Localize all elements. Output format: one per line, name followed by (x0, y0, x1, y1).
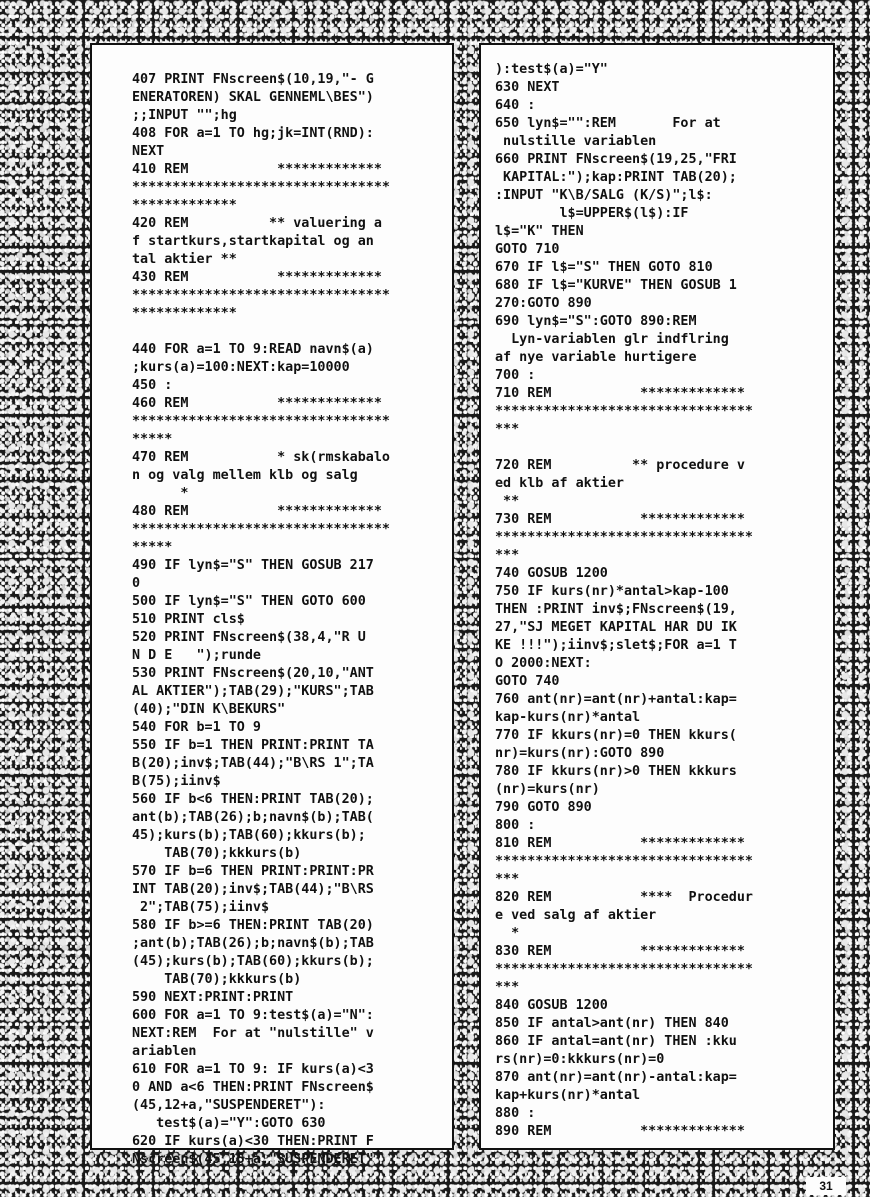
code-column-left (92, 45, 452, 1167)
basic-listing-right: ):test$(a)="Y" 630 NEXT 640 : 650 lyn$="":REM For at nulstille variablen 660 PRINT FNscreen$(19,25,"FRI KAPITAL:");kap:PRINT TAB(20); :INPUT "K\B/SALG (K/S)";l$: l$=UPPER$(l$):IF l$="K" THEN GOTO 710 670 IF l$="S" THEN GOTO 810 680 IF l$="KURVE" THEN GOSUB 1 270:GOTO 890 690 lyn$="S":GOTO 890:REM Lyn-variablen glr indflring af nye variable hurtigere 700 : 710 REM ************* ******************************** *** 720 REM ** procedure v ed klb af aktier ** 730 REM ************* ******************************** *** 740 GOSUB 1200 750 IF kurs(nr)*antal>kap-100 THEN :PRINT inv$;FNscreen$(19, 27,"SJ MEGET KAPITAL HAR DU IK KE !!!");iinv$;slet$;FOR a=1 T O 2000:NEXT: GOTO 740 760 ant(nr)=ant(nr)+antal:kap= kap-kurs(nr)*antal 770 IF kkurs(nr)=0 THEN kkurs( nr)=kurs(nr):GOTO 890 780 IF kkurs(nr)>0 THEN kkkurs (nr)=kurs(nr) 790 GOTO 890 800 : 810 REM ************* ******************************** *** 820 REM **** Procedur e ved salg af aktier * 830 REM ************* ******************************** *** 840 GOSUB 1200 850 IF antal>ant(nr) THEN 840 860 IF antal=ant(nr) THEN :kku rs(nr)=0:kkkurs(nr)=0 870 ant(nr)=ant(nr)-antal:kap= kap+kurs(nr)*antal 880 : 890 REM ************* (495, 62, 753, 1139)
code-column-right (481, 45, 833, 1148)
page-number: 31 (806, 1177, 846, 1195)
basic-listing-left: 407 PRINT FNscreen$(10,19,"- G ENERATOREN) SKAL GENNEML\BES") ;;INPUT "";hg 408 FOR a=1 TO hg;jk=INT(RND): NEXT 410 REM ************* ******************************** ************* 420 REM ** valuering a f startkurs,startkapital og an tal aktier ** 430 REM ************* ******************************** ************* 440 FOR a=1 TO 9:READ navn$(a) ;kurs(a)=100:NEXT:kap=10000 450 : 460 REM ************* ******************************** ***** 470 REM * sk(rmskabalo n og valg mellem klb og salg * 480 REM ************* ******************************** ***** 490 IF lyn$="S" THEN GOSUB 217 0 500 IF lyn$="S" THEN GOTO 600 510 PRINT cls$ 520 PRINT FNscreen$(38,4,"R U N D E ");runde 530 PRINT FNscreen$(20,10,"ANT AL AKTIER");TAB(29);"KURS";TAB (40);"DIN K\BEKURS" 540 FOR b=1 TO 9 550 IF b=1 THEN PRINT:PRINT TA B(20);inv$;TAB(44);"B\RS 1";TA B(75);iinv$ 560 IF b<6 THEN:PRINT TAB(20); ant(b);TAB(26);b;navn$(b);TAB( 45);kurs(b);TAB(60);kkurs(b); TAB(70);kkkurs(b) 570 IF b=6 THEN PRINT:PRINT:PR INT TAB(20);inv$;TAB(44);"B\RS 2";TAB(75);iinv$ 580 IF b>=6 THEN:PRINT TAB(20) ;ant(b);TAB(26);b;navn$(b);TAB (45);kurs(b);TAB(60);kkurs(b); TAB(70);kkkurs(b) 590 NEXT:PRINT:PRINT 600 FOR a=1 TO 9:test$(a)="N": NEXT:REM For at "nulstille" v ariablen 610 FOR a=1 TO 9: IF kurs(a)<3 0 AND a<6 THEN:PRINT FNscreen$ (45,12+a,"SUSPENDERET"): test$(a)="Y":GOTO 630 620 IF kurs(a)<30 THEN:PRINT F Nscreen$(45,15+a,"SUSPENDERET" (132, 72, 390, 1167)
